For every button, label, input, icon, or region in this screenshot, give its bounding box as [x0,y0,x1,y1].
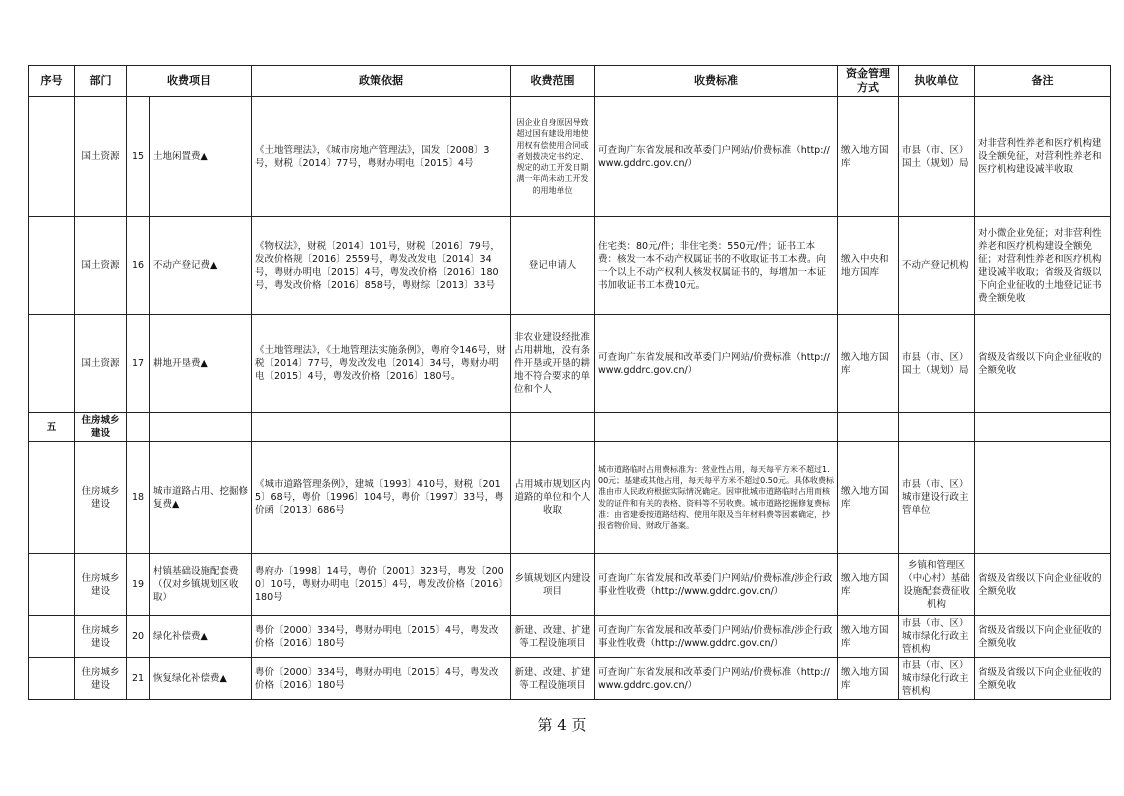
cell-fund: 缴入地方国库 [838,315,899,413]
cell-seq [29,97,75,217]
cell-basis: 《城市道路管理条例》，建城〔1993〕410号，财税〔2015〕68号，粤价〔1996〕104号，粤价〔1997〕33号，粤价函〔2013〕686号 [252,442,511,554]
cell-scope: 登记申请人 [511,217,595,315]
cell-unit: 市县（市、区）国土（规划）局 [899,97,975,217]
cell-dept: 住房城乡建设 [75,658,127,700]
cell-note: 省级及省级以下向企业征收的全额免收 [975,616,1111,658]
cell-item: 不动产登记费▲ [150,217,252,315]
cell-no: 20 [127,616,150,658]
cell-dept: 国土资源 [75,97,127,217]
cell-scope: 新建、改建、扩建等工程设施项目 [511,616,595,658]
header-basis: 政策依据 [252,66,511,97]
header-row [29,66,1111,97]
table-row [29,442,1111,554]
cell-scope: 占用城市规划区内道路的单位和个人收取 [511,442,595,554]
cell-item [150,413,252,442]
cell-unit: 不动产登记机构 [899,217,975,315]
cell-no: 18 [127,442,150,554]
cell-no: 19 [127,554,150,616]
cell-basis: 《土地管理法》，《城市房地产管理法》，国发〔2008〕3号，财税〔2014〕77号，粤财办明电〔2015〕4号 [252,97,511,217]
header-unit: 执收单位 [899,66,975,97]
cell-item: 村镇基础设施配套费（仅对乡镇规划区收取） [150,554,252,616]
cell-scope: 非农业建设经批准占用耕地，没有条件开垦或开垦的耕地不符合要求的单位和个人 [511,315,595,413]
table-row [29,217,1111,315]
header-scope: 收费范围 [511,66,595,97]
header-standard: 收费标准 [595,66,838,97]
cell-seq [29,217,75,315]
cell-note: 省级及省级以下向企业征收的全额免收 [975,315,1111,413]
cell-item: 城市道路占用、挖掘修复费▲ [150,442,252,554]
cell-seq [29,315,75,413]
cell-basis: 粤府办〔1998〕14号，粤价〔2001〕323号，粤发〔2000〕10号，粤财办明电〔2015〕4号，粤发改价格〔2016〕180号 [252,554,511,616]
header-seq: 序号 [29,66,75,97]
cell-standard [595,413,838,442]
cell-standard: 城市道路临时占用费标准为：营业性占用，每天每平方米不超过1.00元；基建或其他占用，每天每平方米不超过0.50元。具体收费标准由市人民政府根据实际情况确定。因审批城市道路临时占用而核发的证件和有关的表格、资料等不另收费。城市道路挖掘修复费标准：由省建委按道路结构、使用年限及当年材料费等因素确定，抄报省物价局、财政厅备案。 [595,442,838,554]
cell-note: 对小微企业免征；对非营利性养老和医疗机构建设全额免征；对营利性养老和医疗机构建设减半收取；省级及省级以下向企业征收的土地登记证书费全额免收 [975,217,1111,315]
section-row [29,413,1111,442]
cell-basis: 《土地管理法》，《土地管理法实施条例》，粤府令146号，财税〔2014〕77号，粤发改发电〔2014〕34号，粤财办明电〔2015〕4号，粤发改价格〔2016〕180号。 [252,315,511,413]
cell-fund: 缴入地方国库 [838,554,899,616]
cell-unit: 市县（市、区）城市绿化行政主管机构 [899,658,975,700]
table-row [29,554,1111,616]
cell-basis: 《物权法》，财税〔2014〕101号，财税〔2016〕79号，发改价格规〔2016〕2559号，粤发改发电〔2014〕34号，粤财办明电〔2015〕4号，粤发改价格〔2016〕180号，粤发改价格〔2016〕858号，粤财综〔2013〕33号 [252,217,511,315]
cell-no: 21 [127,658,150,700]
cell-note: 省级及省级以下向企业征收的全额免收 [975,658,1111,700]
cell-fund: 缴入中央和地方国库 [838,217,899,315]
cell-standard: 住宅类：80元/件；非住宅类：550元/件；证书工本费：核发一本不动产权属证书的不收取证书工本费。向一个以上不动产权利人核发权属证书的，每增加一本证书加收证书工本费10元。 [595,217,838,315]
cell-item: 耕地开垦费▲ [150,315,252,413]
cell-unit: 市县（市、区）城市绿化行政主管机构 [899,616,975,658]
cell-dept: 住房城乡建设 [75,616,127,658]
cell-dept: 国土资源 [75,315,127,413]
header-dept: 部门 [75,66,127,97]
cell-no: 17 [127,315,150,413]
cell-standard: 可查询广东省发展和改革委门户网站/价费标准（http://www.gddrc.gov.cn/） [595,315,838,413]
header-fund: 资金管理方式 [838,66,899,97]
table-row [29,616,1111,658]
cell-seq [29,616,75,658]
cell-scope: 因企业自身原因导致超过国有建设用地使用权有偿使用合同或者划拨决定书约定、规定的动工开发日期满一年尚未动工开发的用地单位 [511,97,595,217]
cell-note: 对非营利性养老和医疗机构建设全额免征，对营利性养老和医疗机构建设减半收取 [975,97,1111,217]
cell-note [975,413,1111,442]
cell-item: 恢复绿化补偿费▲ [150,658,252,700]
cell-note [975,442,1111,554]
cell-fund: 缴入地方国库 [838,97,899,217]
cell-unit: 乡镇和管理区（中心村）基础设施配套费征收机构 [899,554,975,616]
cell-fund: 缴入地方国库 [838,658,899,700]
cell-no: 16 [127,217,150,315]
cell-standard: 可查询广东省发展和改革委门户网站/价费标准/涉企行政事业性收费（http://www.gddrc.gov.cn/） [595,554,838,616]
cell-dept: 住房城乡建设 [75,554,127,616]
cell-item: 绿化补偿费▲ [150,616,252,658]
fee-table [28,65,1111,700]
cell-dept: 住房城乡建设 [75,442,127,554]
cell-seq [29,442,75,554]
table-row [29,97,1111,217]
header-item: 收费项目 [127,66,252,97]
table-row [29,658,1111,700]
cell-basis [252,413,511,442]
cell-no [127,413,150,442]
cell-unit [899,413,975,442]
cell-standard: 可查询广东省发展和改革委门户网站/价费标准（http://www.gddrc.gov.cn/） [595,97,838,217]
table-row [29,315,1111,413]
cell-standard: 可查询广东省发展和改革委门户网站/价费标准/涉企行政事业性收费（http://www.gddrc.gov.cn/） [595,616,838,658]
header-note: 备注 [975,66,1111,97]
cell-unit: 市县（市、区）国土（规划）局 [899,315,975,413]
cell-dept: 国土资源 [75,217,127,315]
cell-basis: 粤价〔2000〕334号，粤财办明电〔2015〕4号，粤发改价格〔2016〕180号 [252,616,511,658]
cell-scope: 乡镇规划区内建设项目 [511,554,595,616]
cell-unit: 市县（市、区）城市建设行政主管单位 [899,442,975,554]
cell-standard: 可查询广东省发展和改革委门户网站/价费标准（http://www.gddrc.gov.cn/） [595,658,838,700]
cell-fund [838,413,899,442]
cell-scope [511,413,595,442]
page-number: 第 4 页 [537,716,587,734]
cell-fund: 缴入地方国库 [838,442,899,554]
section-number: 五 [29,413,75,442]
cell-basis: 粤价〔2000〕334号，粤财办明电〔2015〕4号，粤发改价格〔2016〕180号 [252,658,511,700]
cell-fund: 缴入地方国库 [838,616,899,658]
section-dept: 住房城乡建设 [75,413,127,442]
cell-no: 15 [127,97,150,217]
cell-item: 土地闲置费▲ [150,97,252,217]
cell-note: 省级及省级以下向企业征收的全额免收 [975,554,1111,616]
cell-scope: 新建、改建、扩建等工程设施项目 [511,658,595,700]
cell-seq [29,554,75,616]
cell-seq [29,658,75,700]
